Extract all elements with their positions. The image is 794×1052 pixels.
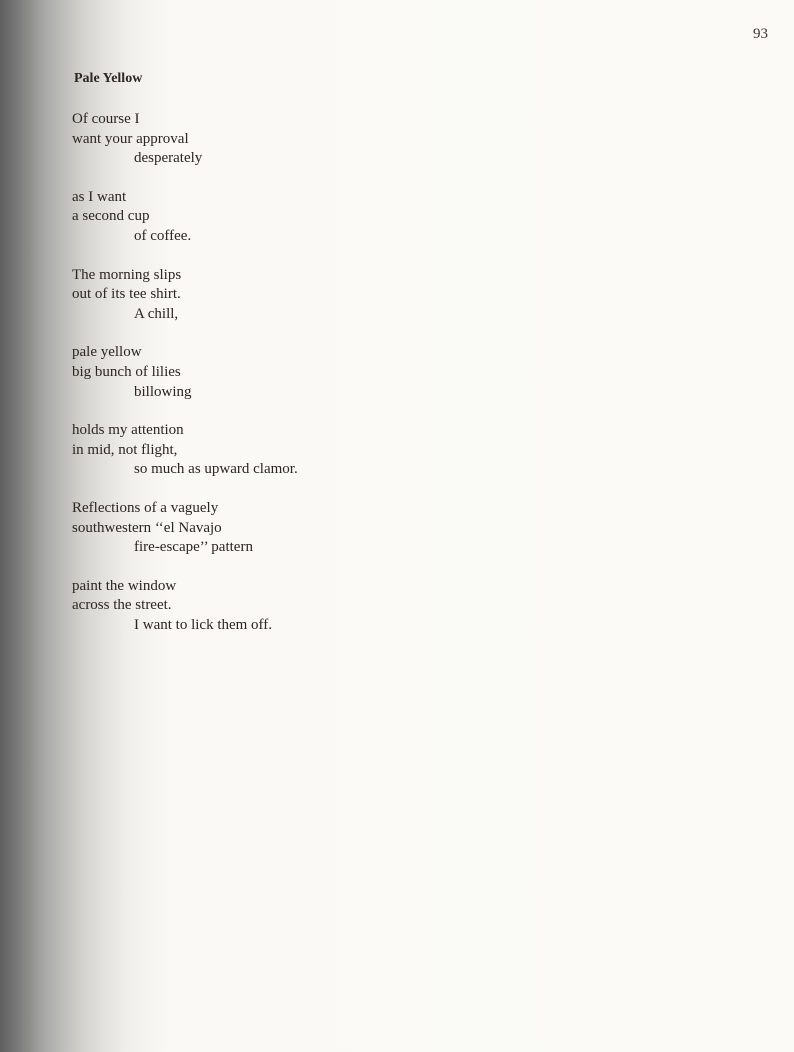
poem-line: Reflections of a vaguely bbox=[72, 499, 219, 516]
poem-line-indented: A chill, bbox=[134, 305, 179, 322]
poem-line: big bunch of lilies bbox=[72, 363, 181, 380]
stanza-2 bbox=[72, 188, 492, 247]
page-number: 93 bbox=[753, 26, 768, 42]
poem-line: out of its tee shirt. bbox=[72, 286, 181, 303]
poem-line: Of course I bbox=[72, 111, 140, 127]
poem-line: in mid, not flight, bbox=[72, 441, 178, 458]
poem-line: a second cup bbox=[72, 208, 150, 225]
stanza-1 bbox=[72, 110, 492, 169]
poem-line: pale yellow bbox=[72, 344, 142, 361]
poem-line: holds my attention bbox=[72, 422, 184, 439]
poem-line-indented: fire-escape’’ pattern bbox=[134, 539, 253, 556]
stanza-6 bbox=[72, 499, 492, 558]
poem-body bbox=[72, 110, 492, 654]
poem-line-indented: of coffee. bbox=[134, 227, 192, 244]
stanza-4 bbox=[72, 343, 492, 402]
poem-line: across the street. bbox=[72, 597, 172, 614]
stanza-5 bbox=[72, 421, 492, 480]
poem-line: paint the window bbox=[72, 577, 177, 594]
poem-line-indented: desperately bbox=[134, 150, 203, 167]
poem-line-indented: I want to lick them off. bbox=[134, 616, 273, 633]
poem-line-indented: billowing bbox=[134, 383, 192, 400]
poem-line: as I want bbox=[72, 188, 127, 205]
poem-line-indented: so much as upward clamor. bbox=[134, 461, 298, 478]
poem-line: southwestern ‘‘el Navajo bbox=[72, 519, 222, 536]
poem-line: want your approval bbox=[72, 130, 189, 147]
poem-line: The morning slips bbox=[72, 266, 182, 283]
stanza-7 bbox=[72, 577, 492, 636]
poem-title: Pale Yellow bbox=[74, 71, 143, 86]
stanza-3 bbox=[72, 266, 492, 325]
